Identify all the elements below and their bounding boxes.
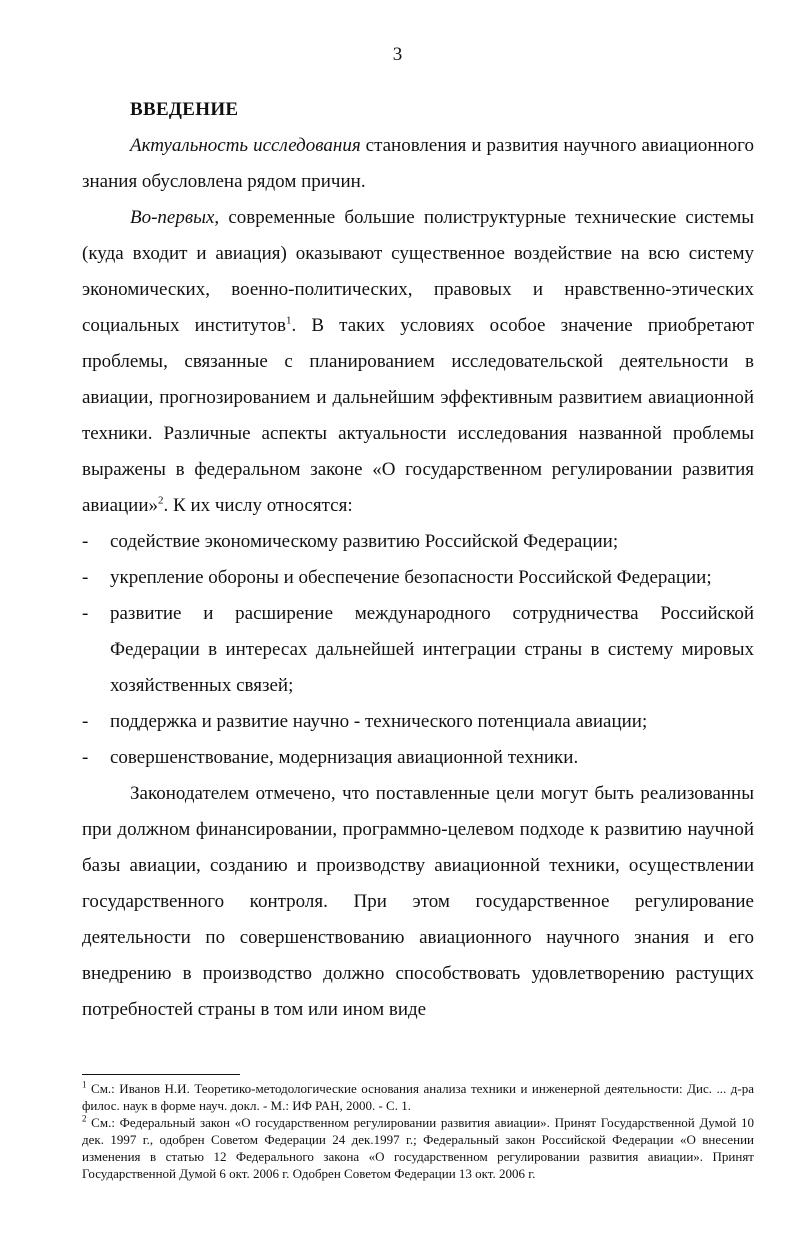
list-item: - укрепление обороны и обеспечение безопасности Российской Федерации;: [82, 560, 754, 596]
main-text: [82, 92, 754, 1028]
intro-paragraph: [82, 128, 754, 200]
paragraph-firstly: [82, 200, 754, 524]
intro-italic-1: Актуальность: [130, 135, 249, 156]
paragraph-legislator: Законодателем отмечено, что поставленные цели могут быть реализованны при должном финансировании, программно-целевом подходе к развитию научной базы авиации, созданию и производству авиационной техники, осуществлении государственного контроля. При этом государственное регулирование деятельности по совершенствованию авиационного научного знания и его внедрению в производство должно способствовать удовлетворению растущих потребностей страны в том или ином виде: [82, 783, 754, 1020]
list-dash: -: [82, 567, 89, 588]
list-dash: -: [82, 747, 89, 768]
footnote-ref-2: 2: [158, 494, 164, 507]
page-number: 3: [392, 44, 403, 65]
paragraph-firstly-text-3: . К их числу относятся:: [163, 495, 353, 516]
paragraph-firstly-text-2: . В таких условиях особое значение приобретают проблемы, связанные с планированием исследовательской деятельности в авиации, прогнозированием и дальнейшим эффективным развитием авиационной техники. Различные аспекты актуальности исследования названной проблемы выражены в федеральном законе «О государственном регулировании развития авиации»: [82, 315, 754, 516]
list-item: - содействие экономическому развитию Российской Федерации;: [82, 524, 754, 560]
footnotes: [82, 1080, 754, 1182]
footnote-2: [82, 1114, 754, 1182]
paragraph-firstly-text-1: , современные большие полиструктурные технические системы (куда входит и авиация) оказывают существенное воздействие на всю систему экономических, военно-политических, правовых и нравственно-этических социальных институтов: [82, 207, 754, 336]
footnote-mark: 1: [82, 1079, 87, 1090]
list-dash: -: [82, 531, 89, 552]
footnote-ref-1: 1: [285, 314, 292, 327]
list-item: - поддержка и развитие научно - технического потенциала авиации;: [82, 704, 754, 740]
intro-text: становления и развития научного авиационного знания обусловлена рядом причин.: [82, 135, 754, 192]
footnote-mark: 2: [82, 1113, 87, 1124]
footnote-divider: [82, 1074, 240, 1075]
footnote-1: [82, 1080, 754, 1114]
list-dash: -: [82, 711, 89, 732]
list-dash: -: [82, 603, 89, 624]
section-heading: ВВЕДЕНИЕ: [130, 99, 239, 120]
goals-list: [82, 524, 754, 776]
intro-italic-2: исследования: [253, 135, 361, 156]
firstly-italic: Во-первых: [130, 207, 215, 228]
footnote-text: См.: Федеральный закон «О государственном регулировании развития авиации». Принят Государственной Думой 10 дек. 1997 г., одобрен Советом Федерации 24 дек.1997 г.; Федеральный закон Российской Федерации «О внесении изменения в статью 12 Федерального закона «О государственном регулировании развития авиации». Принят Государственной Думой 6 окт. 2006 г. Одобрен Советом Федерации 13 окт. 2006 г.: [82, 1115, 754, 1181]
list-item: - совершенствование, модернизация авиационной техники.: [82, 740, 754, 776]
list-item: - развитие и расширение международного сотрудничества Российской Федерации в интересах дальнейшей интеграции страны в систему мировых хозяйственных связей;: [82, 596, 754, 704]
footnote-text: См.: Иванов Н.И. Теоретико-методологические основания анализа техники и инженерной деятельности: Дис. ... д-ра филос. наук в форме науч. докл. - М.: ИФ РАН, 2000. - С. 1.: [82, 1081, 754, 1113]
